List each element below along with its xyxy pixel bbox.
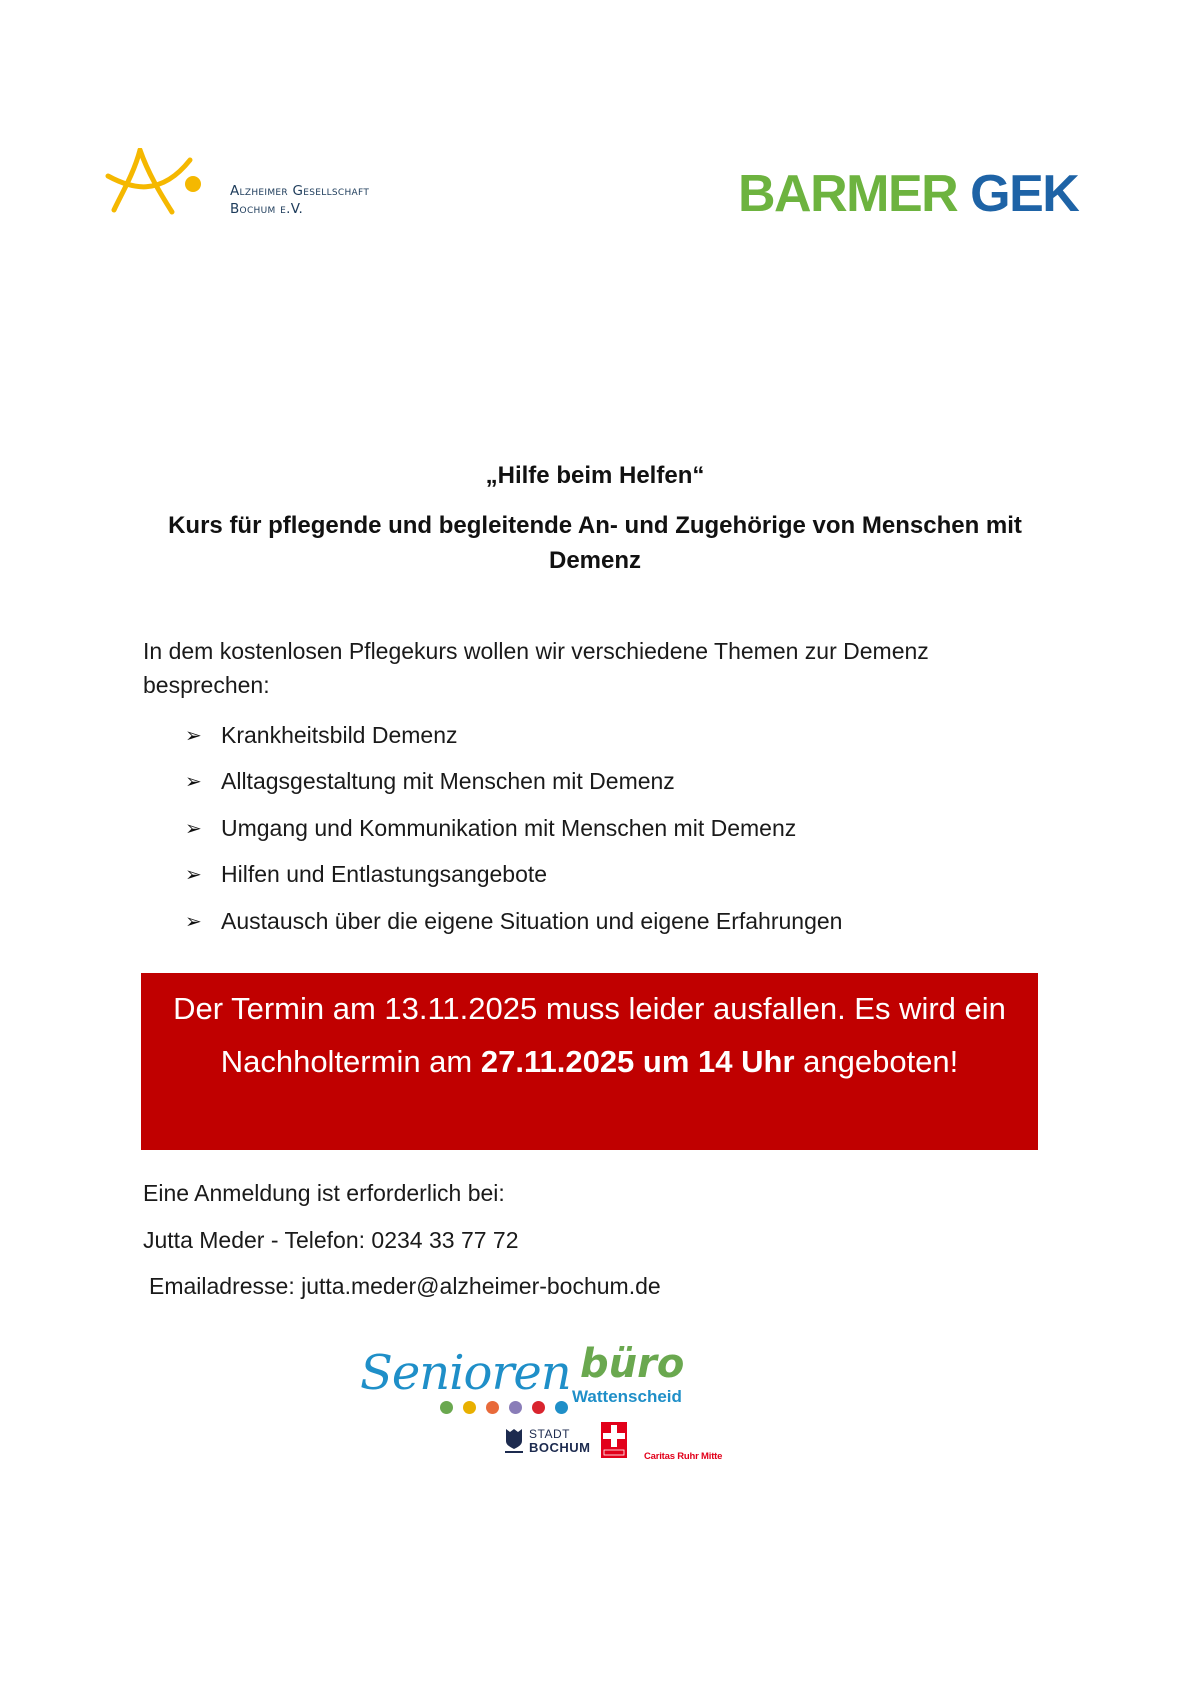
bochum-shield-icon: [505, 1428, 523, 1454]
course-title: „Hilfe beim Helfen“: [485, 462, 705, 489]
colored-dots-icon: [440, 1401, 568, 1414]
topic-label: Hilfen und Entlastungsangebote: [221, 861, 548, 888]
course-subtitle: Kurs für pflegende und begleitende An- und Zugehörige von Menschen mit Demenz: [168, 512, 1022, 574]
contact-block: [143, 1176, 661, 1316]
topic-label: Austausch über die eigene Situation und eigene Erfahrungen: [221, 907, 843, 934]
stadt-text: STADT: [529, 1427, 570, 1441]
arrow-bullet-icon: ➢: [185, 724, 202, 747]
caritas-ruhr-mitte-text: Caritas Ruhr Mitte: [644, 1451, 723, 1462]
list-item: [185, 852, 842, 899]
arrow-bullet-icon: ➢: [185, 910, 202, 933]
notice-text-end: angeboten!: [794, 1043, 959, 1079]
arrow-bullet-icon: ➢: [185, 864, 202, 887]
contact-email: Emailadresse: jutta.meder@alzheimer-bochum.de: [149, 1273, 661, 1299]
caritas-badge-icon: [601, 1422, 627, 1458]
barmer-logo-text: BARMER: [738, 165, 958, 223]
senioren-script-text: Senioren: [360, 1345, 571, 1401]
arrow-bullet-icon: ➢: [185, 771, 202, 794]
list-item: [185, 805, 842, 852]
bochum-text: BOCHUM: [529, 1440, 591, 1455]
cancellation-notice: [141, 973, 1038, 1150]
stadt-bochum-logo: [505, 1428, 591, 1454]
alzheimer-a-mark-icon: [100, 148, 210, 218]
buero-text: büro: [580, 1341, 685, 1387]
barmer-gek-logo: [738, 164, 1078, 224]
notice-text: Der Termin am 13.11.2025 muss leider ausfallen. Es wird ein Nachholtermin am: [173, 991, 1006, 1079]
topic-label: Alltagsgestaltung mit Menschen mit Demenz: [221, 768, 675, 795]
alzheimer-gesellschaft-logo: [100, 148, 430, 226]
list-item: [185, 759, 842, 806]
gek-logo-text: GEK: [970, 165, 1079, 223]
contact-phone: Jutta Meder - Telefon: 0234 33 77 72: [143, 1226, 519, 1253]
intro-paragraph: In dem kostenlosen Pflegekurs wollen wir verschiedene Themen zur Demenz besprechen:: [143, 638, 929, 698]
topic-label: Umgang und Kommunikation mit Menschen mit Demenz: [221, 814, 797, 841]
arrow-bullet-icon: ➢: [185, 817, 202, 840]
wattenscheid-text: Wattenscheid: [572, 1387, 682, 1406]
list-item: [185, 898, 842, 945]
topics-list: [185, 712, 842, 945]
list-item: [185, 712, 842, 759]
alzheimer-logo-line2: Bochum e.V.: [230, 201, 304, 217]
notice-new-date: 27.11.2025 um 14 Uhr: [480, 1043, 795, 1079]
alzheimer-logo-line1: Alzheimer Gesellschaft: [230, 183, 370, 199]
topic-label: Krankheitsbild Demenz: [221, 721, 458, 748]
registration-note: Eine Anmeldung ist erforderlich bei:: [143, 1180, 505, 1206]
